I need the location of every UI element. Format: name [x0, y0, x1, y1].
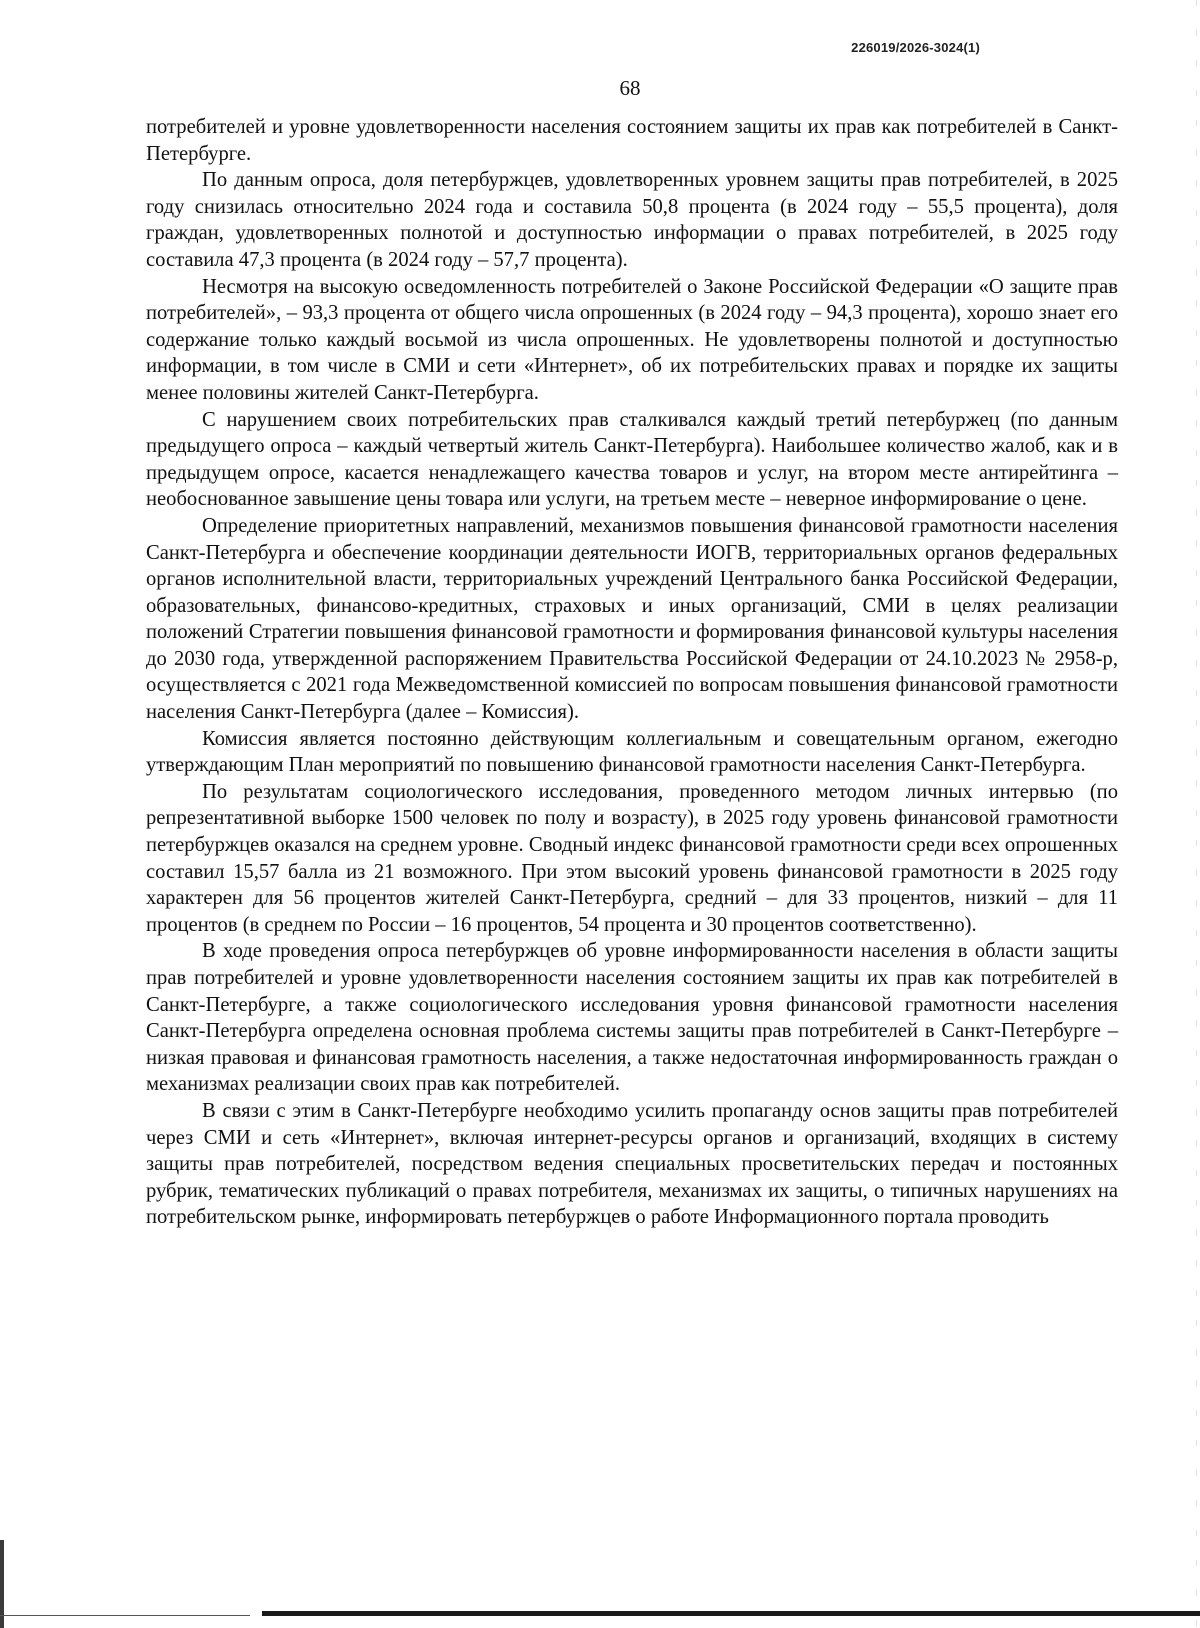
document-body [146, 114, 1118, 1231]
paragraph-commission-role: Комиссия является постоянно действующим коллегиальным и совещательным органом, ежегодно утверждающим План мероприятий по повышению финансовой грамотности населения Санкт-Петербурга. [146, 727, 1118, 777]
page-number: 68 [619, 76, 641, 100]
paragraph-survey-satisfaction: По данным опроса, доля петербуржцев, удовлетворенных уровнем защиты прав потребителей, в 2025 году снизилась относительно 2024 года и составила 50,8 процента (в 2024 году – 55,5 процента), доля граждан, удовлетворенных полнотой и доступностью информации о правах потребителей, в 2025 году составила 47,3 процента (в 2024 году – 57,7 процента). [146, 169, 1118, 271]
paragraph-financial-literacy-commission: Определение приоритетных направлений, механизмов повышения финансовой грамотности населения Санкт-Петербурга и обеспечение координации деятельности ИОГВ, территориальных органов федеральных органов исполнительной власти, территориальных учреждений Центрального банка Российской Федерации, образовательных, финансово-кредитных, страховых и иных организаций, СМИ в целях реализации положений Стратегии повышения финансовой грамотности и формирования финансовой культуры населения до 2030 года, утвержденной распоряжением Правительства Российской Федерации от 24.10.2023 № 2958-р, осуществляется с 2021 года Межведомственной комиссией по вопросам повышения финансовой грамотности населения Санкт-Петербурга (далее – Комиссия). [146, 514, 1118, 724]
paragraph-law-awareness: Несмотря на высокую осведомленность потребителей о Законе Российской Федерации «О защите прав потребителей», – 93,3 процента от общего числа опрошенных (в 2024 году – 94,3 процента), хорошо знает его содержание только каждый восьмой из числа опрошенных. Не удовлетворены полнотой и доступностью информации, в том числе в СМИ и сети «Интернет», об их потребительских правах и порядке их защиты менее половины жителей Санкт-Петербурга. [146, 275, 1118, 404]
paragraph-continuation: потребителей и уровне удовлетворенности населения состоянием защиты их прав как потребителей в Санкт-Петербурге. [146, 116, 1118, 165]
scan-bottom-rule [262, 1611, 1200, 1616]
scan-edge-artifact [1196, 0, 1197, 1628]
paragraph-main-problem: В ходе проведения опроса петербуржцев об уровне информированности населения в области защиты прав потребителей и уровне удовлетворенности населения состоянием защиты их прав как потребителей в Санкт-Петербурге, а также социологического исследования уровня финансовой грамотности населения Санкт-Петербурга определена основная проблема системы защиты прав потребителей в Санкт-Петербурге – низкая правовая и финансовая грамотность населения, а также недостаточная информированность граждан о механизмах реализации своих прав как потребителей. [146, 940, 1118, 1096]
paragraph-rights-violations: С нарушением своих потребительских прав сталкивался каждый третий петербуржец (по данным предыдущего опроса – каждый четвертый житель Санкт-Петербурга). Наибольшее количество жалоб, как и в предыдущем опросе, касается ненадлежащего качества товаров и услуг, на втором месте антирейтинга – необоснованное завышение цены товара или услуги, на третьем месте – неверное информирование о цене. [146, 408, 1118, 511]
paragraph-propaganda-measures: В связи с этим в Санкт-Петербурге необходимо усилить пропаганду основ защиты прав потребителей через СМИ и сеть «Интернет», включая интернет-ресурсы органов и организаций, входящих в систему защиты прав потребителей, посредством ведения специальных просветительских передач и постоянных рубрик, тематических публикаций о правах потребителя, механизмах их защиты, о типичных нарушениях на потребительском рынке, информировать петербуржцев о работе Информационного портала проводить [146, 1099, 1118, 1229]
paragraph-sociological-research: По результатам социологического исследования, проведенного методом личных интервью (по репрезентативной выборке 1500 человек по полу и возрасту), в 2025 году уровень финансовой грамотности петербуржцев оказался на среднем уровне. Сводный индекс финансовой грамотности среди всех опрошенных составил 15,57 балла из 21 возможного. При этом высокий уровень финансовой грамотности в 2025 году характерен для 56 процентов жителей Санкт-Петербурга, средний – для 33 процентов, низкий – для 11 процентов (в среднем по России – 16 процентов, 54 процента и 30 процентов соответственно). [146, 780, 1118, 936]
document-registration-number: 226019/2026-3024(1) [851, 40, 980, 55]
scan-bottom-rule-left [0, 1615, 250, 1616]
